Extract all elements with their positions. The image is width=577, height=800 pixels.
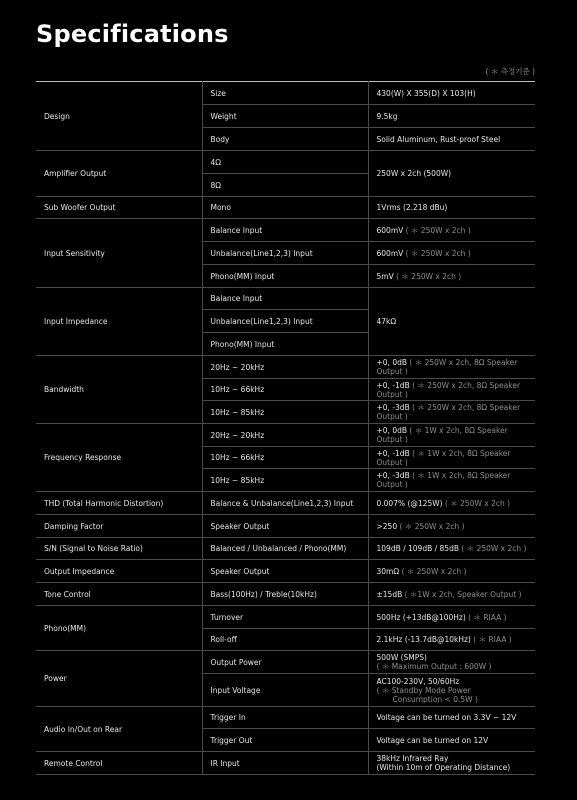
value-note: ( ＊ 250W x 2ch ) <box>399 521 465 531</box>
value-note: ( ＊ Standby Mode Power <box>376 685 471 695</box>
spec-value: Solid Aluminum, Rust-proof Steel <box>368 128 535 151</box>
spec-item: 10Hz ~ 66kHz <box>202 447 368 469</box>
spec-item: Mono <box>202 197 368 219</box>
value-main: 0.007% (@125W) <box>376 498 443 508</box>
category-input-sensitivity: Input Sensitivity <box>36 219 202 288</box>
category-frequency-response: Frequency Response <box>36 424 202 492</box>
spec-value <box>368 447 535 469</box>
spec-value <box>368 752 535 775</box>
spec-value: 430(W) X 355(D) X 103(H) <box>368 82 535 105</box>
spec-item: Bass(100Hz) / Treble(10kHz) <box>202 583 368 606</box>
value-main: +0, -3dB <box>376 403 410 412</box>
value-main: 600mV <box>376 248 404 258</box>
spec-value <box>368 356 535 379</box>
spec-item: Balance Input <box>202 219 368 242</box>
category-output-impedance: Output Impedance <box>36 560 202 583</box>
spec-item: Weight <box>202 105 368 128</box>
spec-value <box>368 515 535 538</box>
value-note: ( ＊ 250W x 2ch ) <box>405 248 471 258</box>
value-main: 600mV <box>376 225 404 235</box>
spec-value <box>368 651 535 674</box>
spec-item: 10Hz ~ 66kHz <box>202 379 368 401</box>
value-note: ( ＊ RIAA ) <box>468 612 507 622</box>
spec-item: Roll-off <box>202 629 368 651</box>
spec-item: Unbalance(Line1,2,3) Input <box>202 242 368 265</box>
value-note: ( ＊ RIAA ) <box>473 635 512 644</box>
value-note: ( ＊1W x 2ch, Speaker Output ) <box>404 589 522 599</box>
category-damping-factor: Damping Factor <box>36 515 202 538</box>
category-thd: THD (Total Harmonic Distortion) <box>36 492 202 515</box>
spec-item: Trigger Out <box>202 729 368 752</box>
table-row <box>36 560 535 583</box>
spec-value: 9.5kg <box>368 105 535 128</box>
value-main: +0, 0dB <box>376 426 408 435</box>
value-main: ±15dB <box>376 589 403 599</box>
spec-value: 1Vrms (2.218 dBu) <box>368 197 535 219</box>
value-note: ( ＊ 250W x 2ch, 8Ω Speaker Output ) <box>376 403 521 421</box>
spec-item: Speaker Output <box>202 560 368 583</box>
table-row <box>36 356 535 379</box>
spec-item: Input Voltage <box>202 674 368 707</box>
spec-value <box>368 674 535 707</box>
spec-value <box>368 469 535 492</box>
spec-item: 10Hz ~ 85kHz <box>202 401 368 424</box>
value-note: ( ＊ 250W x 2ch ) <box>461 544 527 553</box>
table-row <box>36 515 535 538</box>
spec-value: Voltage can be turned on 3.3V ~ 12V <box>368 707 535 729</box>
value-note: ( ＊ 250W x 2ch ) <box>444 498 511 508</box>
category-power: Power <box>36 651 202 707</box>
category-remote-control: Remote Control <box>36 752 202 775</box>
value-main: 30mΩ <box>376 566 400 576</box>
value-main: AC100-230V, 50/60Hz <box>376 676 460 686</box>
spec-item: IR Input <box>202 752 368 775</box>
value-note: ( ＊ 1W x 2ch, 8Ω Speaker Output ) <box>376 448 511 467</box>
value-note: ( ＊ 250W x 2ch, 8Ω Speaker Output ) <box>376 380 521 399</box>
spec-item: 20Hz ~ 20kHz <box>202 424 368 447</box>
value-main: 2.1kHz (-13.7dB@10kHz) <box>376 635 471 644</box>
table-row <box>36 219 535 242</box>
spec-item: Output Power <box>202 651 368 674</box>
table-row <box>36 707 535 729</box>
value-main: 38kHz Infrared Ray <box>376 754 449 763</box>
value-note: ( ＊ Maximum Output : 600W ) <box>376 662 492 671</box>
value-note: ( ＊ 250W x 2ch ) <box>405 225 471 235</box>
table-row <box>36 606 535 629</box>
category-tone-control: Tone Control <box>36 583 202 606</box>
spec-item: Unbalance(Line1,2,3) Input <box>202 310 368 333</box>
spec-value: 250W x 2ch (500W) <box>368 151 535 197</box>
spec-value <box>368 219 535 242</box>
value-main: (Within 10m of Operating Distance) <box>376 763 511 772</box>
spec-item: 4Ω <box>202 151 368 174</box>
table-row <box>36 288 535 310</box>
spec-item: Body <box>202 128 368 151</box>
spec-value <box>368 583 535 606</box>
value-note: ( ＊ 250W x 2ch ) <box>396 271 462 281</box>
spec-value <box>368 242 535 265</box>
table-row <box>36 651 535 674</box>
value-note: ( ＊ 1W x 2ch, 8Ω Speaker Output ) <box>376 426 508 444</box>
spec-item: Size <box>202 82 368 105</box>
spec-item: Balanced / Unbalanced / Phono(MM) <box>202 538 368 560</box>
spec-item: 20Hz ~ 20kHz <box>202 356 368 379</box>
category-input-impedance: Input Impedance <box>36 288 202 356</box>
spec-item: 10Hz ~ 85kHz <box>202 469 368 492</box>
spec-value <box>368 492 535 515</box>
category-amplifier-output: Amplifier Output <box>36 151 202 197</box>
value-main: 5mV <box>376 271 394 281</box>
value-note: Consumption < 0.5W ) <box>392 694 478 704</box>
table-row <box>36 492 535 515</box>
table-row <box>36 151 535 174</box>
spec-item: Balance & Unbalance(Line1,2,3) Input <box>202 492 368 515</box>
category-phono: Phono(MM) <box>36 606 202 651</box>
value-note: ( ＊ 250W x 2ch ) <box>401 566 467 576</box>
spec-item: Phono(MM) Input <box>202 265 368 288</box>
table-row <box>36 197 535 219</box>
category-sn: S/N (Signal to Noise Ratio) <box>36 538 202 560</box>
spec-item: Speaker Output <box>202 515 368 538</box>
table-row <box>36 752 535 775</box>
spec-item: Balance Input <box>202 288 368 310</box>
value-main: +0, -1dB <box>376 448 410 458</box>
value-note: ( ＊ 250W x 2ch, 8Ω Speaker Output ) <box>376 358 518 376</box>
spec-item: Phono(MM) Input <box>202 333 368 356</box>
spec-value <box>368 606 535 629</box>
category-sub-woofer-output: Sub Woofer Output <box>36 197 202 219</box>
spec-value <box>368 424 535 447</box>
spec-value <box>368 560 535 583</box>
value-main: +0, -3dB <box>376 471 410 480</box>
page-title: Specifications <box>36 20 229 48</box>
value-main: 500Hz (+13dB@100Hz) <box>376 612 466 622</box>
value-main: +0, 0dB <box>376 358 408 367</box>
spec-value: 47kΩ <box>368 288 535 356</box>
spec-value: Voltage can be turned on 12V <box>368 729 535 752</box>
value-main: 109dB / 109dB / 85dB <box>376 544 459 553</box>
category-design: Design <box>36 82 202 151</box>
spec-item: 8Ω <box>202 174 368 197</box>
spec-item: Trigger In <box>202 707 368 729</box>
spec-value <box>368 538 535 560</box>
category-audio-io: Audio In/Out on Rear <box>36 707 202 752</box>
spec-table <box>36 81 535 775</box>
table-row <box>36 424 535 447</box>
category-bandwidth: Bandwidth <box>36 356 202 424</box>
spec-value <box>368 401 535 424</box>
value-main: >250 <box>376 521 398 531</box>
table-row <box>36 82 535 105</box>
table-row <box>36 538 535 560</box>
spec-value <box>368 265 535 288</box>
spec-value <box>368 379 535 401</box>
measurement-note: ( ＊ 측정기준 ) <box>485 67 535 76</box>
value-main: +0, -1dB <box>376 380 410 390</box>
table-row <box>36 583 535 606</box>
spec-item: Turnover <box>202 606 368 629</box>
value-main: 500W (SMPS) <box>376 653 427 662</box>
value-note: ( ＊ 1W x 2ch, 8Ω Speaker Output ) <box>376 471 511 489</box>
spec-value <box>368 629 535 651</box>
